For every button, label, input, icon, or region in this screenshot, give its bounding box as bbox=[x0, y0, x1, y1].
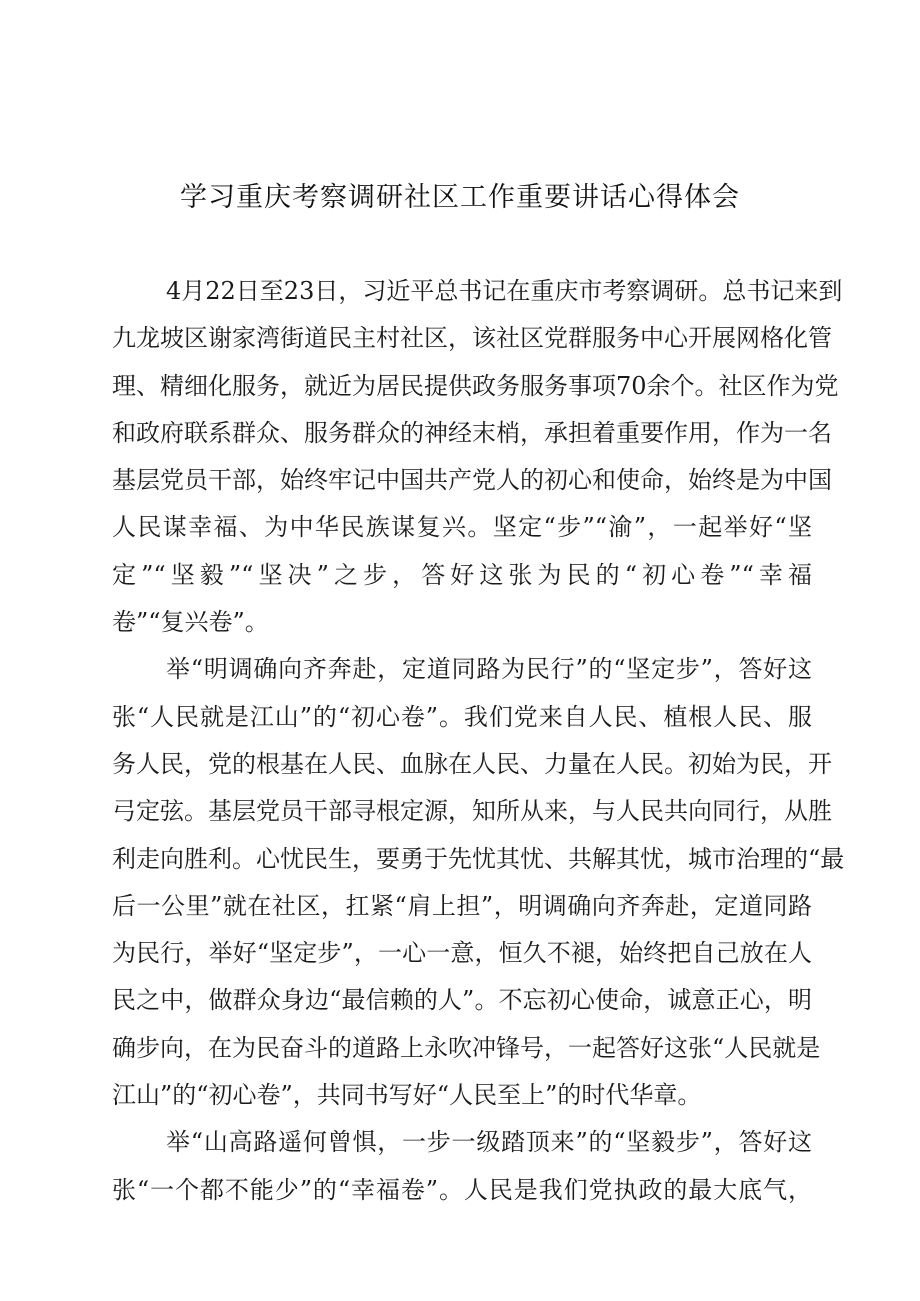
paragraph-line: 4月22日至23日，习近平总书记在重庆市考察调研。总书记来到 bbox=[166, 277, 843, 305]
paragraph-line: 卷”“复兴卷”。 bbox=[112, 608, 269, 637]
paragraph-line: 理、精细化服务，就近为居民提供政务服务事项70余个。社区作为党 bbox=[112, 371, 839, 400]
paragraph-line: 举“山高路遥何曾惧，一步一级踏顶来”的“坚毅步”，答好这 bbox=[166, 1128, 812, 1157]
paragraph-line: 确步向，在为民奋斗的道路上永吹冲锋号，一起答好这张“人民就是 bbox=[112, 1033, 821, 1062]
paragraph-line: 为民行，举好“坚定步”，一心一意，恒久不褪，始终把自己放在人 bbox=[112, 939, 812, 968]
paragraph-line: 和政府联系群众、服务群众的神经末梢，承担着重要作用，作为一名 bbox=[112, 418, 832, 447]
paragraph-line: 张“一个都不能少”的“幸福卷”。人民是我们党执政的最大底气， bbox=[112, 1175, 812, 1204]
paragraph-line: 九龙坡区谢家湾街道民主村社区，该社区党群服务中心开展网格化管 bbox=[112, 324, 832, 353]
paragraph-line: 张“人民就是江山”的“初心卷”。我们党来自人民、植根人民、服 bbox=[112, 702, 812, 731]
paragraph-line: 后一公里”就在社区，扛紧“肩上担”，明调确向齐奔赴，定道同路 bbox=[112, 891, 812, 920]
paragraph-line: 利走向胜利。心忧民生，要勇于先忧其忧、共解其忧，城市治理的“最 bbox=[112, 844, 845, 873]
document-body bbox=[112, 268, 845, 1214]
paragraph-line: 基层党员干部，始终牢记中国共产党人的初心和使命，始终是为中国 bbox=[112, 466, 832, 495]
paragraph-line: 江山”的“初心卷”，共同书写好“人民至上”的时代华章。 bbox=[112, 1081, 702, 1110]
paragraph-line: 民之中，做群众身边“最信赖的人”。不忘初心使命，诚意正心，明 bbox=[112, 986, 812, 1015]
document-title: 学习重庆考察调研社区工作重要讲话心得体会 bbox=[180, 182, 740, 213]
paragraph-line: 弓定弦。基层党员干部寻根定源，知所从来，与人民共向同行，从胜 bbox=[112, 797, 832, 826]
paragraph-line: 定”“坚毅”“坚决”之步，答好这张为民的“初心卷”“幸福 bbox=[112, 560, 812, 589]
paragraph-line: 人民谋幸福、为中华民族谋复兴。坚定“步”“渝”，一起举好“坚 bbox=[112, 513, 812, 542]
paragraph-line: 举“明调确向齐奔赴，定道同路为民行”的“坚定步”，答好这 bbox=[166, 655, 812, 684]
paragraph-line: 务人民，党的根基在人民、血脉在人民、力量在人民。初始为民，开 bbox=[112, 749, 832, 778]
